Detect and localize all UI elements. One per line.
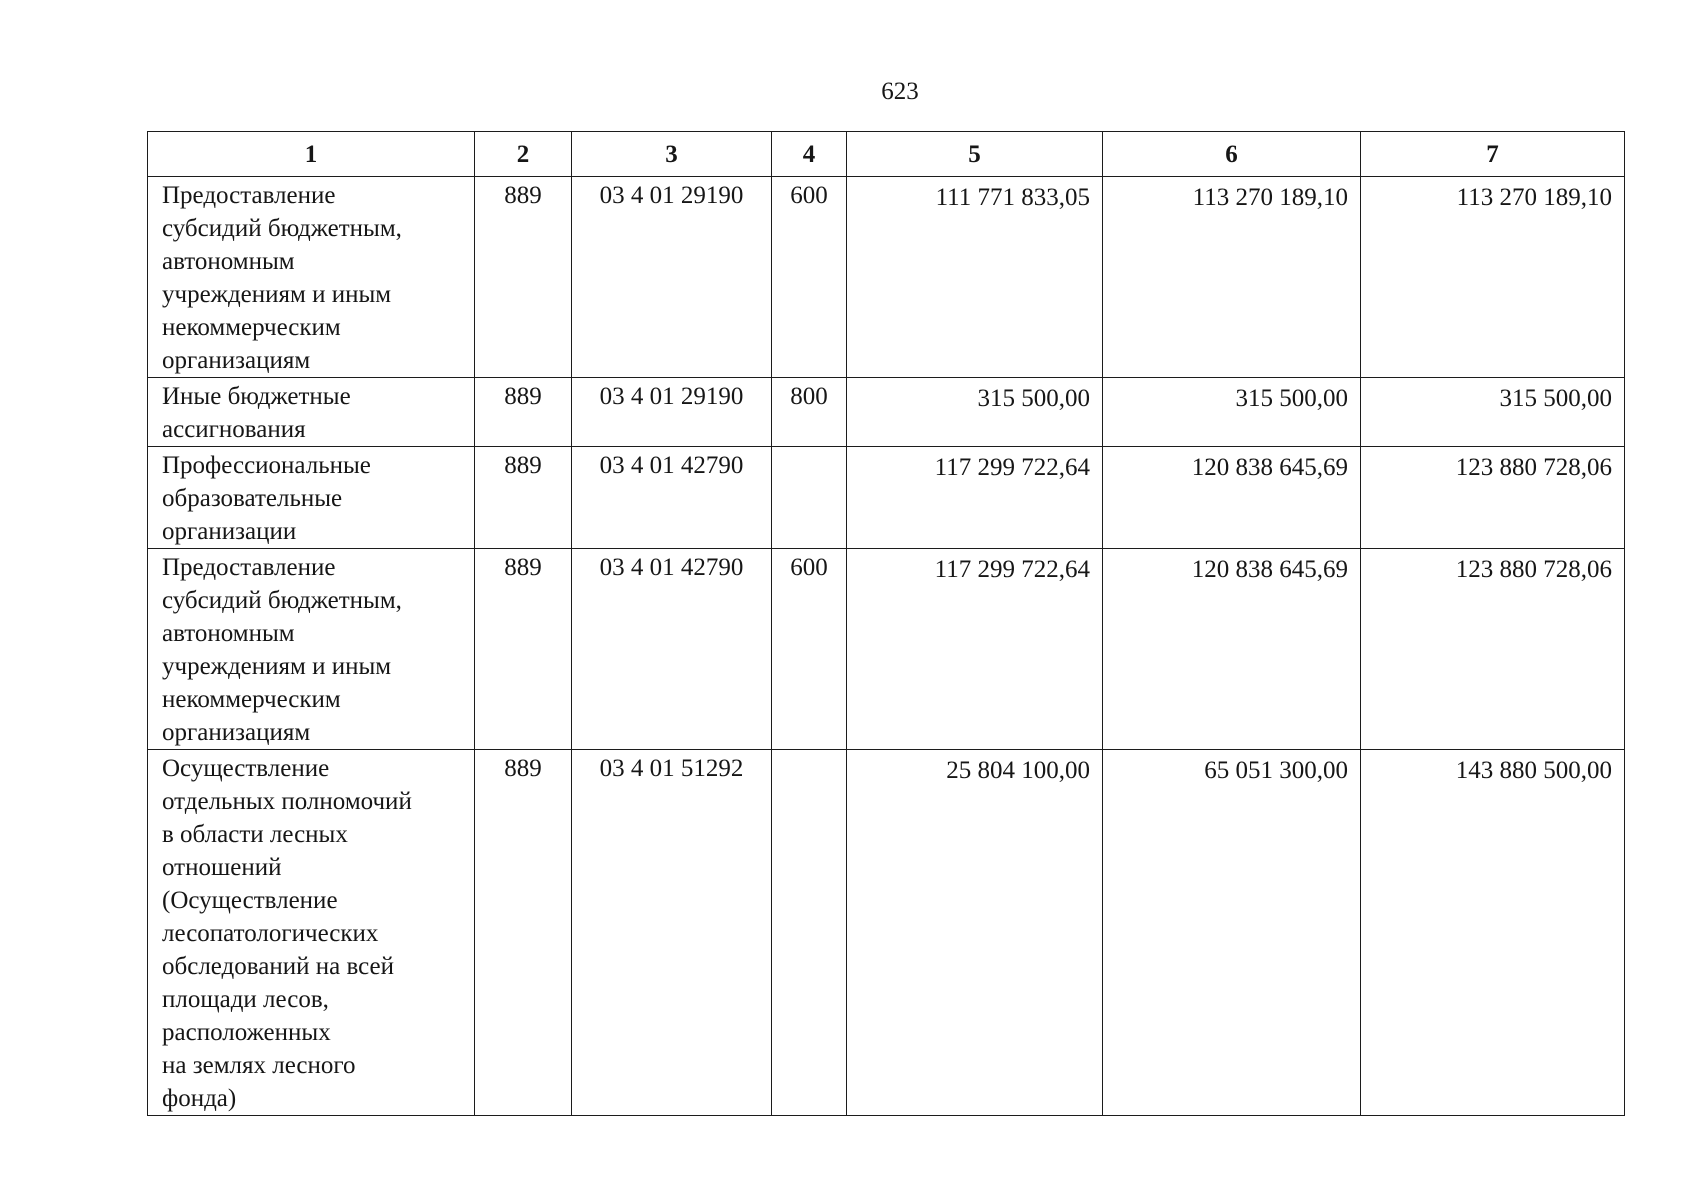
header-col-3: 3 bbox=[572, 132, 772, 177]
header-col-7: 7 bbox=[1361, 132, 1625, 177]
header-col-5: 5 bbox=[847, 132, 1103, 177]
page-number: 623 bbox=[881, 78, 919, 105]
row-col4: 800 bbox=[772, 378, 847, 447]
row-col6: 120 838 645,69 bbox=[1103, 447, 1361, 549]
row-col6: 315 500,00 bbox=[1103, 378, 1361, 447]
budget-table bbox=[147, 131, 1625, 1116]
row-col4: 600 bbox=[772, 177, 847, 378]
header-col-2: 2 bbox=[475, 132, 572, 177]
row-col7: 143 880 500,00 bbox=[1361, 750, 1625, 1116]
header-col-1: 1 bbox=[148, 132, 475, 177]
row-col2: 889 bbox=[475, 378, 572, 447]
row-col5: 111 771 833,05 bbox=[847, 177, 1103, 378]
table-row bbox=[148, 549, 1625, 750]
row-col3: 03 4 01 29190 bbox=[572, 378, 772, 447]
row-name: Предоставление субсидий бюджетным, автономным учреждениям и иным некоммерческим организациям bbox=[162, 182, 402, 374]
row-name-cell bbox=[148, 378, 475, 447]
row-col4 bbox=[772, 447, 847, 549]
header-row bbox=[148, 132, 1625, 177]
row-name: Осуществление отдельных полномочий в области лесных отношений (Осуществление лесопатологических обследований на всей площади лесов, расположенных на землях лесного фонда) bbox=[162, 755, 412, 1112]
row-col3: 03 4 01 42790 bbox=[572, 447, 772, 549]
row-col5: 117 299 722,64 bbox=[847, 549, 1103, 750]
row-name: Профессиональные образовательные организации bbox=[162, 452, 371, 545]
row-col2: 889 bbox=[475, 750, 572, 1116]
header-col-6: 6 bbox=[1103, 132, 1361, 177]
row-col4: 600 bbox=[772, 549, 847, 750]
row-col5: 315 500,00 bbox=[847, 378, 1103, 447]
row-col7: 123 880 728,06 bbox=[1361, 549, 1625, 750]
row-col7: 113 270 189,10 bbox=[1361, 177, 1625, 378]
table-row bbox=[148, 177, 1625, 378]
row-col2: 889 bbox=[475, 177, 572, 378]
row-col7: 123 880 728,06 bbox=[1361, 447, 1625, 549]
row-col2: 889 bbox=[475, 447, 572, 549]
row-col5: 25 804 100,00 bbox=[847, 750, 1103, 1116]
row-name-cell bbox=[148, 447, 475, 549]
row-name: Предоставление субсидий бюджетным, автономным учреждениям и иным некоммерческим организациям bbox=[162, 554, 402, 746]
row-col6: 113 270 189,10 bbox=[1103, 177, 1361, 378]
row-col7: 315 500,00 bbox=[1361, 378, 1625, 447]
row-col3: 03 4 01 51292 bbox=[572, 750, 772, 1116]
row-name-cell bbox=[148, 750, 475, 1116]
table-row bbox=[148, 447, 1625, 549]
row-col2: 889 bbox=[475, 549, 572, 750]
table-row bbox=[148, 378, 1625, 447]
row-col5: 117 299 722,64 bbox=[847, 447, 1103, 549]
row-col4 bbox=[772, 750, 847, 1116]
row-name: Иные бюджетные ассигнования bbox=[162, 383, 351, 443]
row-name-cell bbox=[148, 549, 475, 750]
row-col3: 03 4 01 29190 bbox=[572, 177, 772, 378]
row-col6: 65 051 300,00 bbox=[1103, 750, 1361, 1116]
header-col-4: 4 bbox=[772, 132, 847, 177]
table-row bbox=[148, 750, 1625, 1116]
row-name-cell bbox=[148, 177, 475, 378]
row-col6: 120 838 645,69 bbox=[1103, 549, 1361, 750]
row-col3: 03 4 01 42790 bbox=[572, 549, 772, 750]
